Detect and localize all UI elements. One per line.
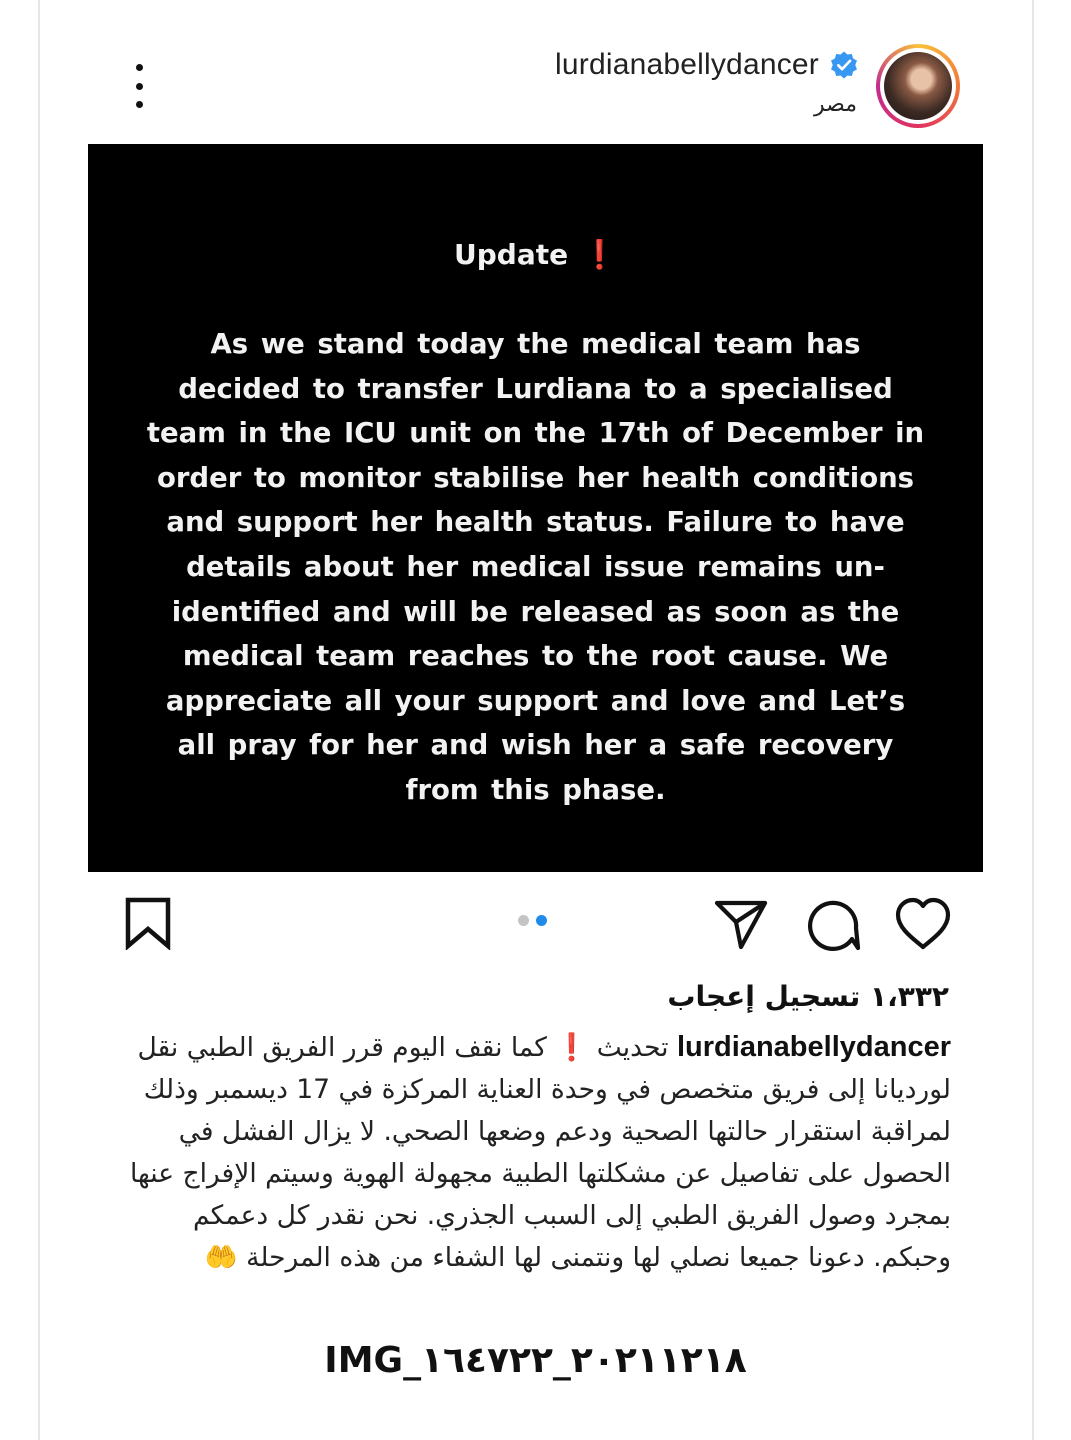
carousel-dot-active [536,915,547,926]
exclamation-icon: ❗ [555,1032,589,1063]
avatar-image [884,52,952,120]
caption-username[interactable]: lurdianabellydancer [677,1031,951,1063]
more-options-button[interactable] [126,64,152,108]
username-link[interactable]: lurdianabellydancer [555,48,819,81]
verified-badge-icon [829,50,859,80]
more-dot-icon [136,101,143,108]
carousel-indicator [518,915,547,926]
post-author [555,48,859,82]
exclamation-icon: ❗ [582,238,617,271]
bookmark-icon[interactable] [122,896,174,950]
more-dot-icon [136,64,143,71]
caption-text: كما نقف اليوم قرر الفريق الطبي نقل لورديانا إلى فريق متخصص في وحدة العناية المركزة في 17 ديسمبر وذلك لمراقبة استقرار حالتها الصحية ودعم وضعها الصحي. لا يزال الفشل في الحصول على تفاصيل عن مشكلتها الطبية مجهولة الهوية وسيتم الإفراج عنها بمجرد وصول الفريق الطبي إلى السبب الجذري. نحن نقدر كل دعمكم وحبكم. دعونا جميعا نصلي لها ونتمنى لها الشفاء من هذه المرحلة [129,1032,951,1273]
location-link[interactable]: مصر [813,92,857,117]
profile-avatar[interactable] [876,44,960,128]
more-dot-icon [136,83,143,90]
post-title: Update ❗ [454,238,617,271]
post-image[interactable] [88,144,983,872]
paper-plane-icon[interactable] [713,898,769,950]
praying-hands-icon: 🤲 [204,1242,238,1273]
post-caption [120,1026,951,1279]
comment-bubble-icon[interactable] [803,896,861,952]
heart-icon[interactable] [893,896,953,952]
image-file-label: IMG_٢٠٢١١٢١٨_١٦٤٧٢٢ [324,1340,747,1381]
caption-lead: تحديث [596,1032,669,1063]
post-body-text: As we stand today the medical team has decided to transfer Lurdiana to a specialised team in the ICU unit on the 17th of December in order to monitor stabilise her health conditions and support her health status. Failure to have details about her medical issue remains un-identified and will be released as soon as the medical team reaches to the root cause. We appreciate all your support and love and Let’s all pray for her and wish her a safe recovery from this phase. [146,328,925,806]
carousel-dot [518,915,529,926]
likes-count[interactable]: ١،٣٣٢ تسجيل إعجاب [667,980,949,1013]
